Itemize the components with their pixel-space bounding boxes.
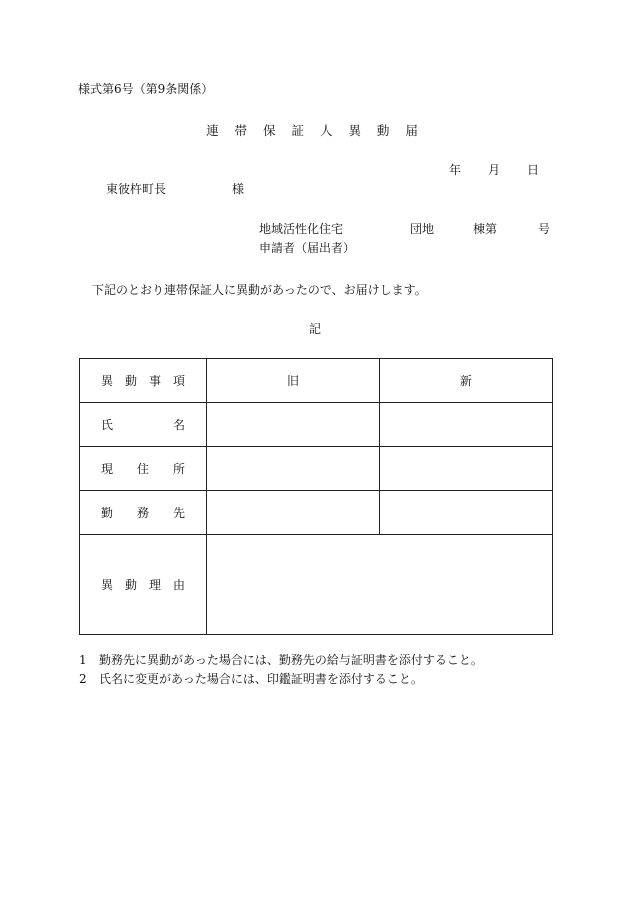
reason-label: 異 動 理 由	[100, 578, 185, 592]
danchi-label: 団地	[410, 222, 435, 236]
table-row-reason	[80, 535, 553, 635]
address-new-field[interactable]	[380, 447, 553, 491]
note-item	[79, 672, 423, 686]
name-new-field[interactable]	[380, 403, 553, 447]
note-item	[79, 653, 483, 667]
table-header-row	[80, 359, 553, 403]
table-row-name	[80, 403, 553, 447]
note-number: 2	[79, 672, 87, 686]
notification-text: 下記のとおり連帯保証人に異動があったので、お届けします。	[92, 283, 427, 297]
form-number: 様式第6号（第9条関係）	[78, 82, 214, 96]
header-old-cell	[207, 359, 380, 403]
name-label: 氏 名	[100, 418, 185, 432]
header-new-label: 新	[459, 374, 472, 388]
workplace-new-field[interactable]	[380, 491, 553, 535]
table-row-workplace	[80, 491, 553, 535]
workplace-old-field[interactable]	[207, 491, 380, 535]
date-month-label: 月	[488, 163, 501, 177]
reason-field[interactable]	[207, 535, 553, 635]
note-text: 氏名に変更があった場合には、印鑑証明書を添付すること。	[99, 672, 423, 686]
applicant-label: 申請者（届出者）	[259, 241, 356, 255]
note-number: 1	[79, 653, 87, 667]
ki-heading: 記	[308, 322, 321, 336]
change-details-table	[79, 358, 553, 635]
name-label-cell	[80, 403, 207, 447]
workplace-label-cell	[80, 491, 207, 535]
building-label: 棟第	[473, 222, 498, 236]
note-text: 勤務先に異動があった場合には、勤務先の給与証明書を添付すること。	[99, 653, 483, 667]
addressee-honorific: 様	[232, 182, 245, 196]
date-day-label: 日	[527, 163, 540, 177]
addressee: 東彼杵町長	[106, 182, 167, 196]
reason-label-cell	[80, 535, 207, 635]
address-label: 現 住 所	[100, 462, 185, 476]
header-item-label: 異 動 事 項	[100, 374, 185, 388]
address-label-cell	[80, 447, 207, 491]
header-old-label: 旧	[286, 374, 299, 388]
document-title: 連 帯 保 証 人 異 動 届	[206, 123, 424, 138]
header-new-cell	[380, 359, 553, 403]
address-old-field[interactable]	[207, 447, 380, 491]
workplace-label: 勤 務 先	[100, 506, 185, 520]
room-number-label: 号	[538, 222, 551, 236]
housing-label: 地域活性化住宅	[259, 222, 344, 236]
name-old-field[interactable]	[207, 403, 380, 447]
table-row-address	[80, 447, 553, 491]
date-year-label: 年	[449, 163, 462, 177]
header-item-cell	[80, 359, 207, 403]
